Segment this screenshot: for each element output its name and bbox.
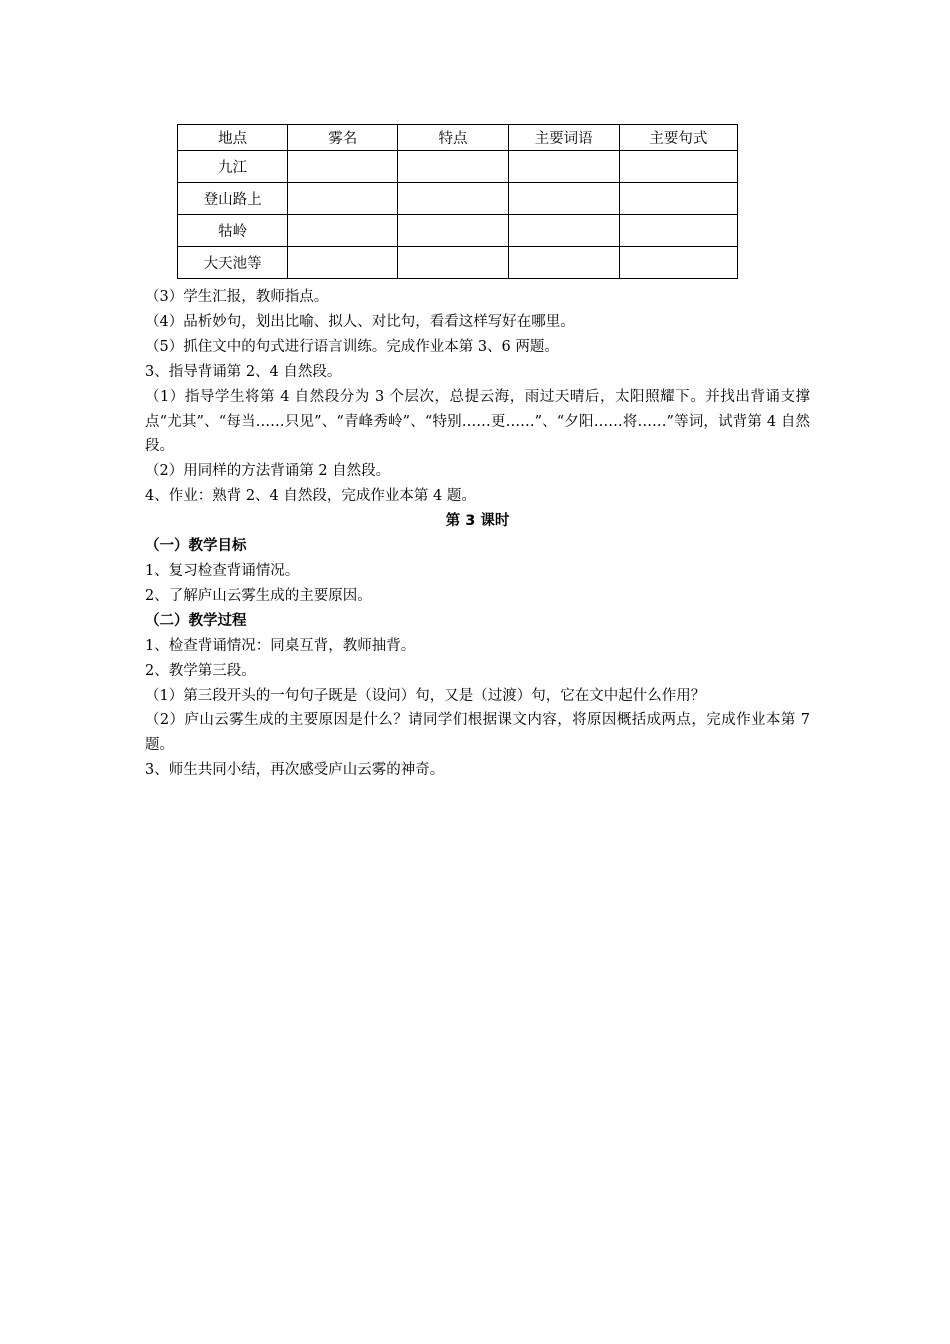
- paragraph: 2、教学第三段。: [145, 662, 256, 679]
- table-header-cell: 主要句式: [619, 125, 737, 151]
- table-row: [178, 215, 738, 247]
- section-title: 第 3 课时: [445, 513, 510, 530]
- table-header-cell: 主要词语: [508, 125, 619, 151]
- paragraph: 3、师生共同小结，再次感受庐山云雾的神奇。: [145, 762, 445, 779]
- table-cell: [619, 247, 737, 279]
- paragraph: 1、复习检查背诵情况。: [145, 562, 300, 579]
- table-cell: [288, 151, 398, 183]
- table-cell-location: 九江: [178, 151, 288, 183]
- paragraph: 3、指导背诵第 2、4 自然段。: [145, 363, 342, 380]
- table-cell: [398, 215, 508, 247]
- table-cell-location: 大天池等: [178, 247, 288, 279]
- table-header-row: [178, 125, 738, 151]
- table-cell: [398, 247, 508, 279]
- subheading-goals: （一）教学目标: [145, 538, 247, 555]
- table-cell-location: 牯岭: [178, 215, 288, 247]
- table-cell: [508, 247, 619, 279]
- table-cell: [619, 183, 737, 215]
- paragraph: 1、检查背诵情况：同桌互背，教师抽背。: [145, 637, 416, 654]
- table-header-cell: 地点: [178, 125, 288, 151]
- paragraph: （1）第三段开头的一句句子既是（设问）句，又是（过渡）句，它在文中起什么作用？: [145, 687, 706, 704]
- table-cell: [398, 183, 508, 215]
- table-cell-location: 登山路上: [178, 183, 288, 215]
- table-cell: [508, 183, 619, 215]
- paragraph: （2）用同样的方法背诵第 2 自然段。: [145, 463, 391, 480]
- lesson-text: [145, 285, 810, 783]
- table-row: [178, 183, 738, 215]
- subheading-process: （二）教学过程: [145, 612, 247, 629]
- paragraph: 2、了解庐山云雾生成的主要原因。: [145, 587, 372, 604]
- paragraph: 4、作业：熟背 2、4 自然段，完成作业本第 4 题。: [145, 488, 476, 505]
- table-cell: [508, 215, 619, 247]
- table-row: [178, 247, 738, 279]
- table-cell: [508, 151, 619, 183]
- paragraph: （2）庐山云雾生成的主要原因是什么？请同学们根据课文内容，将原因概括成两点，完成作业本第 7 题。: [145, 712, 810, 754]
- table-cell: [398, 151, 508, 183]
- table-cell: [619, 151, 737, 183]
- table-cell: [288, 215, 398, 247]
- paragraph: （5）抓住文中的句式进行语言训练。完成作业本第 3、6 两题。: [145, 338, 559, 355]
- table-row: [178, 151, 738, 183]
- fog-analysis-table: [177, 124, 738, 279]
- table-cell: [288, 183, 398, 215]
- paragraph: （4）品析妙句，划出比喻、拟人、对比句，看看这样写好在哪里。: [145, 313, 575, 330]
- table-header-cell: 雾名: [288, 125, 398, 151]
- table-header-cell: 特点: [398, 125, 508, 151]
- table-cell: [619, 215, 737, 247]
- paragraph: （1）指导学生将第 4 自然段分为 3 个层次，总提云海，雨过天晴后，太阳照耀下。并找出背诵支撑点“尤其”、“每当……只见”、“青峰秀岭”、“特别……更……”、“夕阳……将……”等词，试背第 4 自然段。: [145, 388, 810, 455]
- table-cell: [288, 247, 398, 279]
- paragraph: （3）学生汇报，教师指点。: [145, 289, 329, 305]
